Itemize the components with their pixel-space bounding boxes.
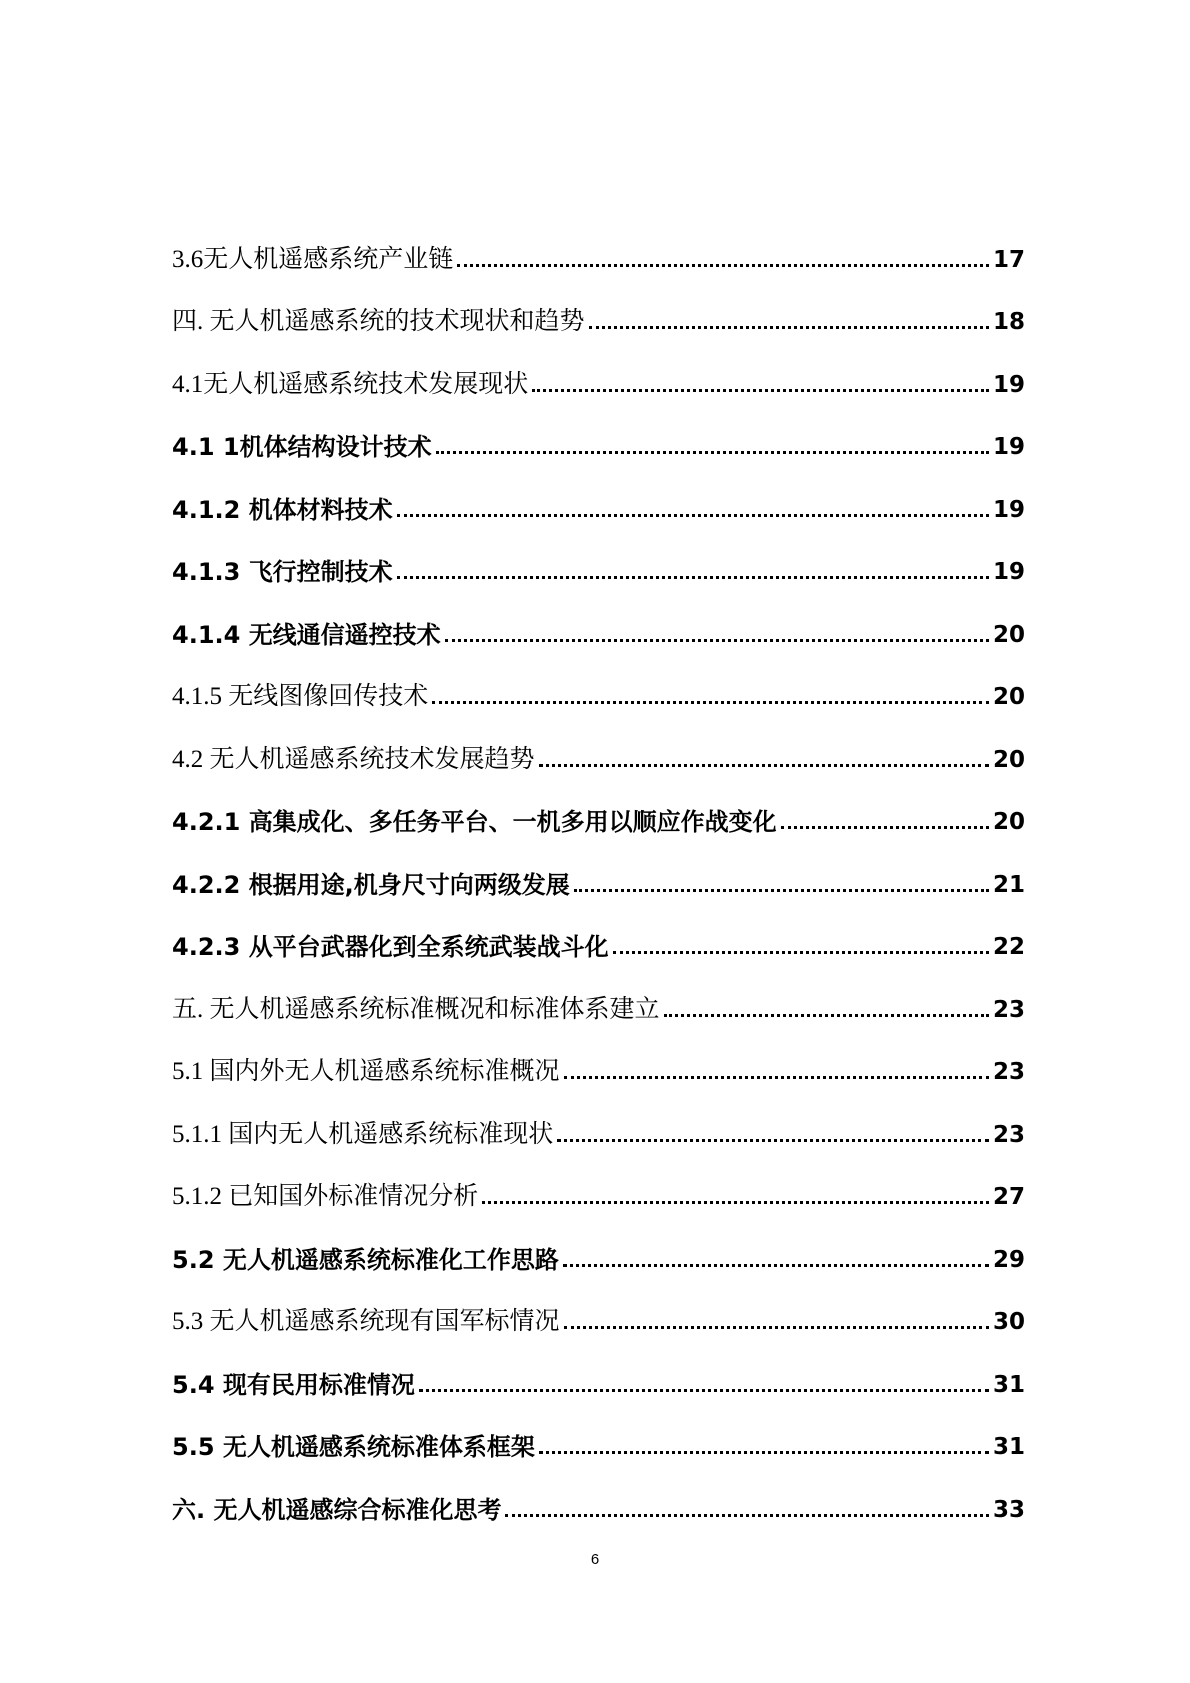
toc-entry-title: 4.2.3 从平台武器化到全系统武装战斗化 — [172, 933, 609, 961]
toc-entry-5-1[interactable] — [172, 1025, 1025, 1088]
toc-entry-page: 23 — [992, 1121, 1025, 1148]
dot-leader — [457, 264, 989, 267]
toc-entry-5-1-2[interactable] — [172, 1150, 1025, 1213]
toc-entry-title: 4.1.3 飞行控制技术 — [172, 558, 393, 586]
toc-entry-4[interactable] — [172, 275, 1025, 338]
toc-entry-4-2-1[interactable] — [172, 775, 1025, 838]
toc-entry-page: 27 — [992, 1184, 1025, 1210]
toc-entry-title: 六. 无人机遥感综合标准化思考 — [172, 1495, 502, 1524]
toc-entry-5-4[interactable] — [172, 1337, 1025, 1400]
toc-entry-5-5[interactable] — [172, 1400, 1025, 1463]
toc-entry-4-1[interactable] — [172, 337, 1025, 400]
toc-entry-page: 19 — [992, 434, 1025, 460]
dot-leader — [589, 326, 989, 329]
toc-entry-title: 4.1.2 机体材料技术 — [172, 495, 393, 524]
toc-entry-page: 23 — [992, 1059, 1025, 1085]
dot-leader — [563, 1264, 989, 1267]
dot-leader — [482, 1201, 989, 1204]
toc-entry-5-2[interactable] — [172, 1212, 1025, 1275]
dot-leader — [564, 1326, 989, 1329]
dot-leader — [532, 389, 989, 392]
toc-entry-title: 5.2 无人机遥感系统标准化工作思路 — [172, 1245, 559, 1274]
dot-leader — [505, 1514, 989, 1517]
dot-leader — [419, 1389, 989, 1392]
toc-entry-5-1-1[interactable] — [172, 1087, 1025, 1150]
dot-leader — [445, 639, 989, 642]
toc-entry-title: 五. 无人机遥感系统标准概况和标准体系建立 — [172, 995, 660, 1023]
toc-entry-page: 19 — [992, 559, 1025, 585]
toc-entry-5[interactable] — [172, 962, 1025, 1025]
toc-entry-4-2-3[interactable] — [172, 900, 1025, 963]
toc-entry-page: 30 — [992, 1309, 1025, 1335]
toc-entry-page: 20 — [992, 809, 1025, 835]
dot-leader — [397, 514, 989, 517]
toc-entry-title: 4.1.5 无线图像回传技术 — [172, 683, 429, 710]
dot-leader — [564, 1076, 989, 1079]
toc-entry-page: 33 — [992, 1496, 1025, 1523]
toc-entry-title: 4.2.1 高集成化、多任务平台、一机多用以顺应作战变化 — [172, 808, 777, 836]
dot-leader — [781, 826, 989, 829]
toc-entry-4-1-4[interactable] — [172, 587, 1025, 650]
toc-entry-4-1-3[interactable] — [172, 525, 1025, 588]
toc-entry-title: 5.1.1 国内无人机遥感系统标准现状 — [172, 1120, 554, 1148]
toc-entry-page: 20 — [992, 746, 1025, 773]
table-of-contents — [172, 212, 1025, 1525]
toc-entry-page: 17 — [992, 246, 1025, 273]
toc-entry-title: 5.1 国内外无人机遥感系统标准概况 — [172, 1058, 560, 1085]
toc-entry-3-6[interactable] — [172, 212, 1025, 275]
toc-entry-title: 5.1.2 已知国外标准情况分析 — [172, 1183, 479, 1210]
dot-leader — [574, 889, 989, 892]
dot-leader — [613, 951, 989, 954]
toc-entry-title: 5.3 无人机遥感系统现有国军标情况 — [172, 1308, 560, 1335]
toc-entry-page: 20 — [992, 684, 1025, 710]
toc-entry-page: 31 — [992, 1434, 1025, 1460]
toc-entry-title: 4.1.4 无线通信遥控技术 — [172, 620, 441, 649]
dot-leader — [397, 576, 989, 579]
toc-entry-4-2[interactable] — [172, 712, 1025, 775]
dot-leader — [436, 451, 989, 454]
toc-entry-title: 4.1无人机遥感系统技术发展现状 — [172, 370, 529, 398]
toc-entry-page: 23 — [992, 996, 1025, 1023]
dot-leader — [557, 1139, 989, 1142]
toc-entry-5-3[interactable] — [172, 1275, 1025, 1338]
page-number: 6 — [590, 1551, 600, 1568]
toc-entry-page: 19 — [992, 496, 1025, 523]
dot-leader — [432, 701, 989, 704]
toc-entry-4-1-1[interactable] — [172, 400, 1025, 463]
toc-entry-page: 20 — [992, 621, 1025, 648]
toc-entry-page: 29 — [992, 1246, 1025, 1273]
toc-entry-page: 31 — [992, 1371, 1025, 1398]
toc-entry-page: 19 — [992, 371, 1025, 398]
toc-entry-page: 22 — [992, 934, 1025, 960]
toc-entry-title: 3.6无人机遥感系统产业链 — [172, 245, 454, 273]
toc-entry-4-1-2[interactable] — [172, 462, 1025, 525]
toc-entry-title: 四. 无人机遥感系统的技术现状和趋势 — [172, 308, 585, 335]
toc-entry-title: 5.5 无人机遥感系统标准体系框架 — [172, 1433, 535, 1461]
dot-leader — [539, 1451, 989, 1454]
toc-entry-title: 5.4 现有民用标准情况 — [172, 1370, 415, 1399]
dot-leader — [664, 1014, 989, 1017]
toc-entry-title: 4.2 无人机遥感系统技术发展趋势 — [172, 745, 535, 773]
toc-entry-4-1-5[interactable] — [172, 650, 1025, 713]
dot-leader — [539, 764, 989, 767]
toc-entry-4-2-2[interactable] — [172, 837, 1025, 900]
toc-entry-6[interactable] — [172, 1462, 1025, 1525]
toc-entry-page: 18 — [992, 309, 1025, 335]
toc-entry-page: 21 — [992, 871, 1025, 898]
toc-entry-title: 4.1 1机体结构设计技术 — [172, 433, 432, 461]
toc-entry-title: 4.2.2 根据用途,机身尺寸向两级发展 — [172, 870, 570, 899]
